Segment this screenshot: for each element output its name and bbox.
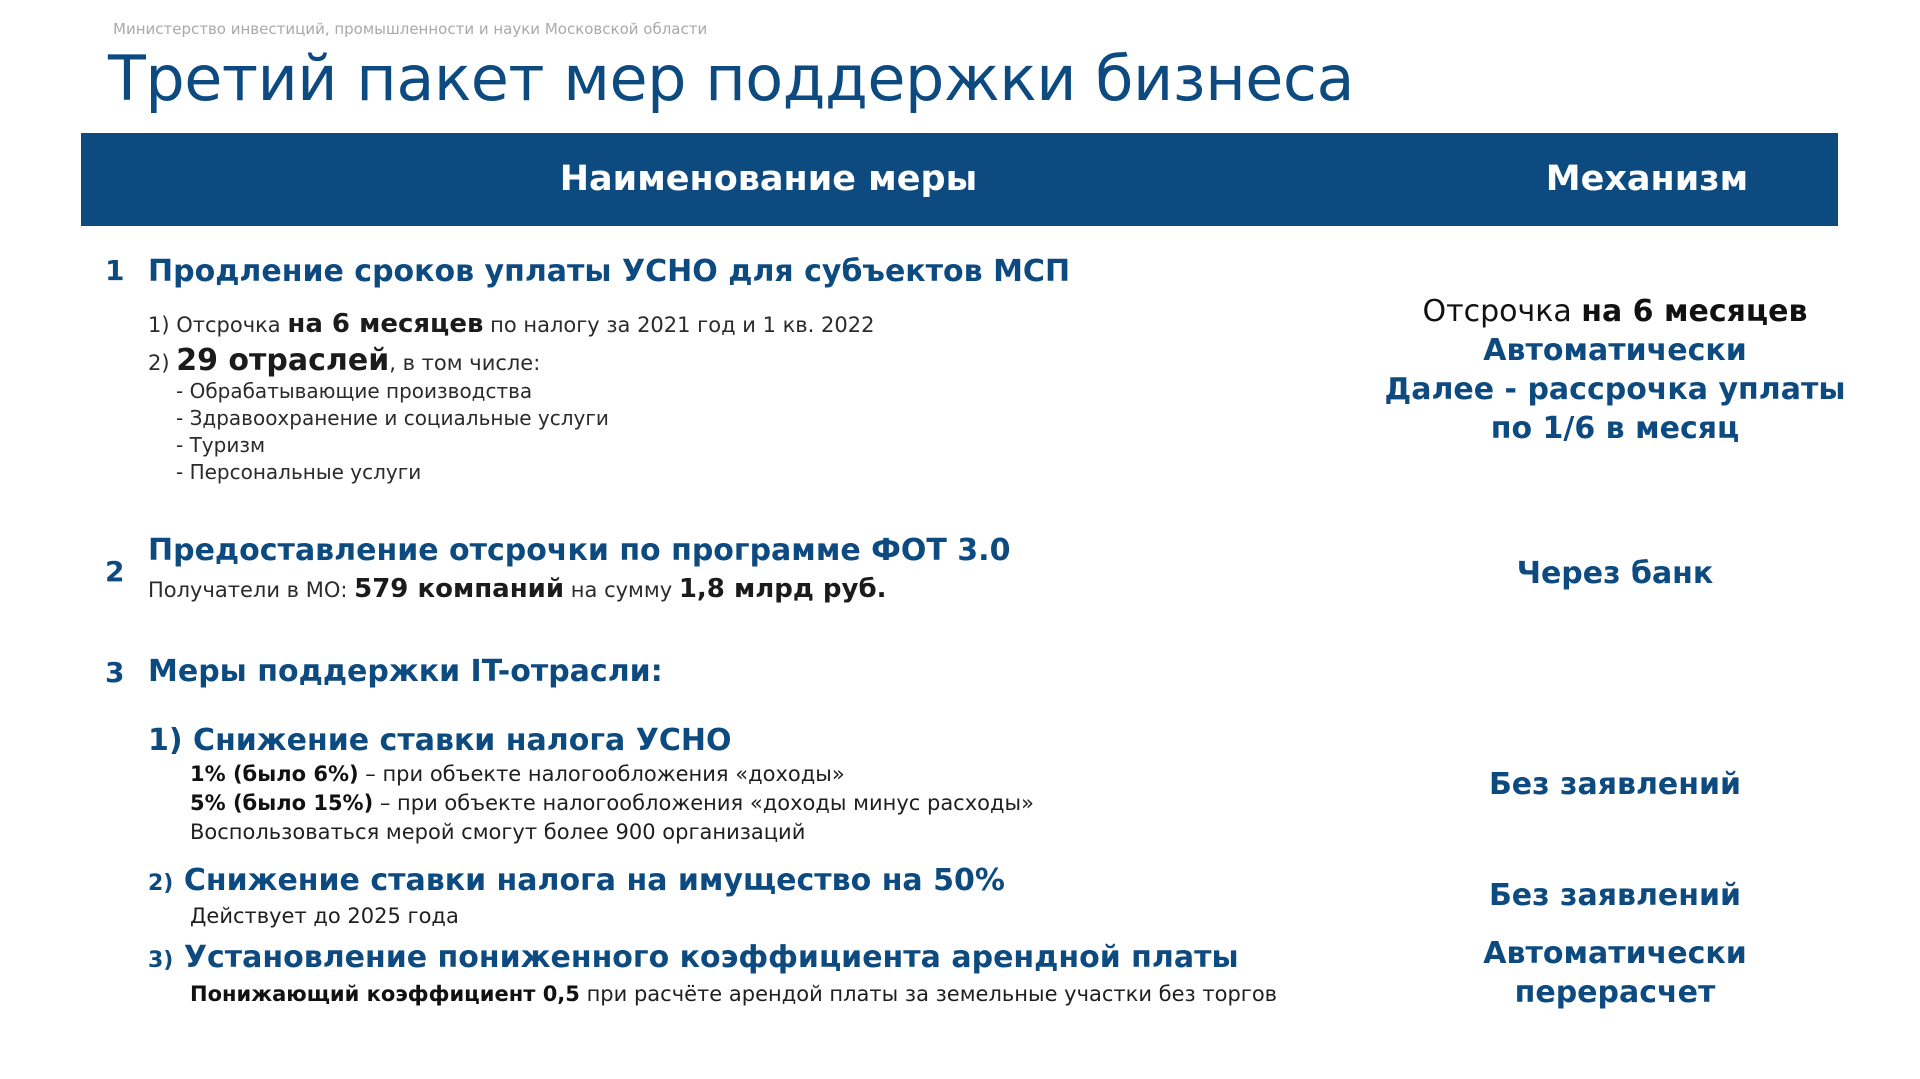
list-item: - Здравоохранение и социальные услуги bbox=[176, 406, 609, 430]
column-header-name: Наименование меры bbox=[559, 159, 978, 199]
measure-2-number: 2 bbox=[105, 555, 125, 588]
list-item: - Обрабатывающие производства bbox=[176, 379, 533, 403]
measure-1-line-1: 1) Отсрочка на 6 месяцев по налогу за 2021 год и 1 кв. 2022 bbox=[148, 309, 875, 339]
list-item: Воспользоваться мерой смогут более 900 организаций bbox=[190, 820, 806, 844]
measure-2-line: Получатели в МО: 579 компаний на сумму 1,8 млрд руб. bbox=[148, 574, 887, 604]
measure-1-bullets bbox=[176, 378, 609, 486]
column-header-mechanism: Механизм bbox=[1545, 159, 1749, 199]
measure-2-title: Предоставление отсрочки по программе ФОТ 3.0 bbox=[148, 533, 1011, 568]
measure-3-sub-3-title: 3) Установление пониженного коэффициента арендной платы bbox=[148, 940, 1239, 975]
measure-3-title: Меры поддержки IT-отрасли: bbox=[148, 654, 663, 689]
measure-2-mechanism: Через банк bbox=[1516, 556, 1714, 591]
measure-3-sub-1-details bbox=[190, 760, 1034, 847]
measure-3-sub-3-mechanism: Автоматически перерасчет bbox=[1483, 936, 1747, 1010]
measure-1-mechanism: Отсрочка на 6 месяцев Автоматически Далее - рассрочка уплаты по 1/6 в месяц bbox=[1384, 294, 1846, 446]
list-item: - Персональные услуги bbox=[176, 460, 422, 484]
measure-3-sub-2-detail: Действует до 2025 года bbox=[190, 904, 459, 928]
measure-1-line-2: 2) 29 отраслей, в том числе: bbox=[148, 343, 541, 378]
list-item: 5% (было 15%) – при объекте налогообложения «доходы минус расходы» bbox=[190, 791, 1034, 815]
measure-3-number: 3 bbox=[105, 656, 125, 689]
table-header bbox=[81, 133, 1838, 226]
ministry-label: Министерство инвестиций, промышленности и науки Московской области bbox=[113, 20, 708, 38]
measure-3-sub-1-mechanism: Без заявлений bbox=[1488, 767, 1742, 802]
page-title: Третий пакет мер поддержки бизнеса bbox=[108, 42, 1354, 115]
list-item: - Туризм bbox=[176, 433, 266, 457]
measure-1-title: Продление сроков уплаты УСНО для субъектов МСП bbox=[148, 254, 1071, 289]
measure-3-sub-2-title: 2) Снижение ставки налога на имущество на 50% bbox=[148, 863, 1005, 898]
list-item: 1% (было 6%) – при объекте налогообложения «доходы» bbox=[190, 762, 845, 786]
measure-3-sub-3-detail: Понижающий коэффициент 0,5 при расчёте арендой платы за земельные участки без торгов bbox=[190, 982, 1278, 1006]
measure-3-sub-2-mechanism: Без заявлений bbox=[1488, 878, 1742, 913]
measure-3-sub-1-title: 1) Снижение ставки налога УСНО bbox=[148, 723, 732, 758]
measure-1-number: 1 bbox=[105, 254, 125, 287]
